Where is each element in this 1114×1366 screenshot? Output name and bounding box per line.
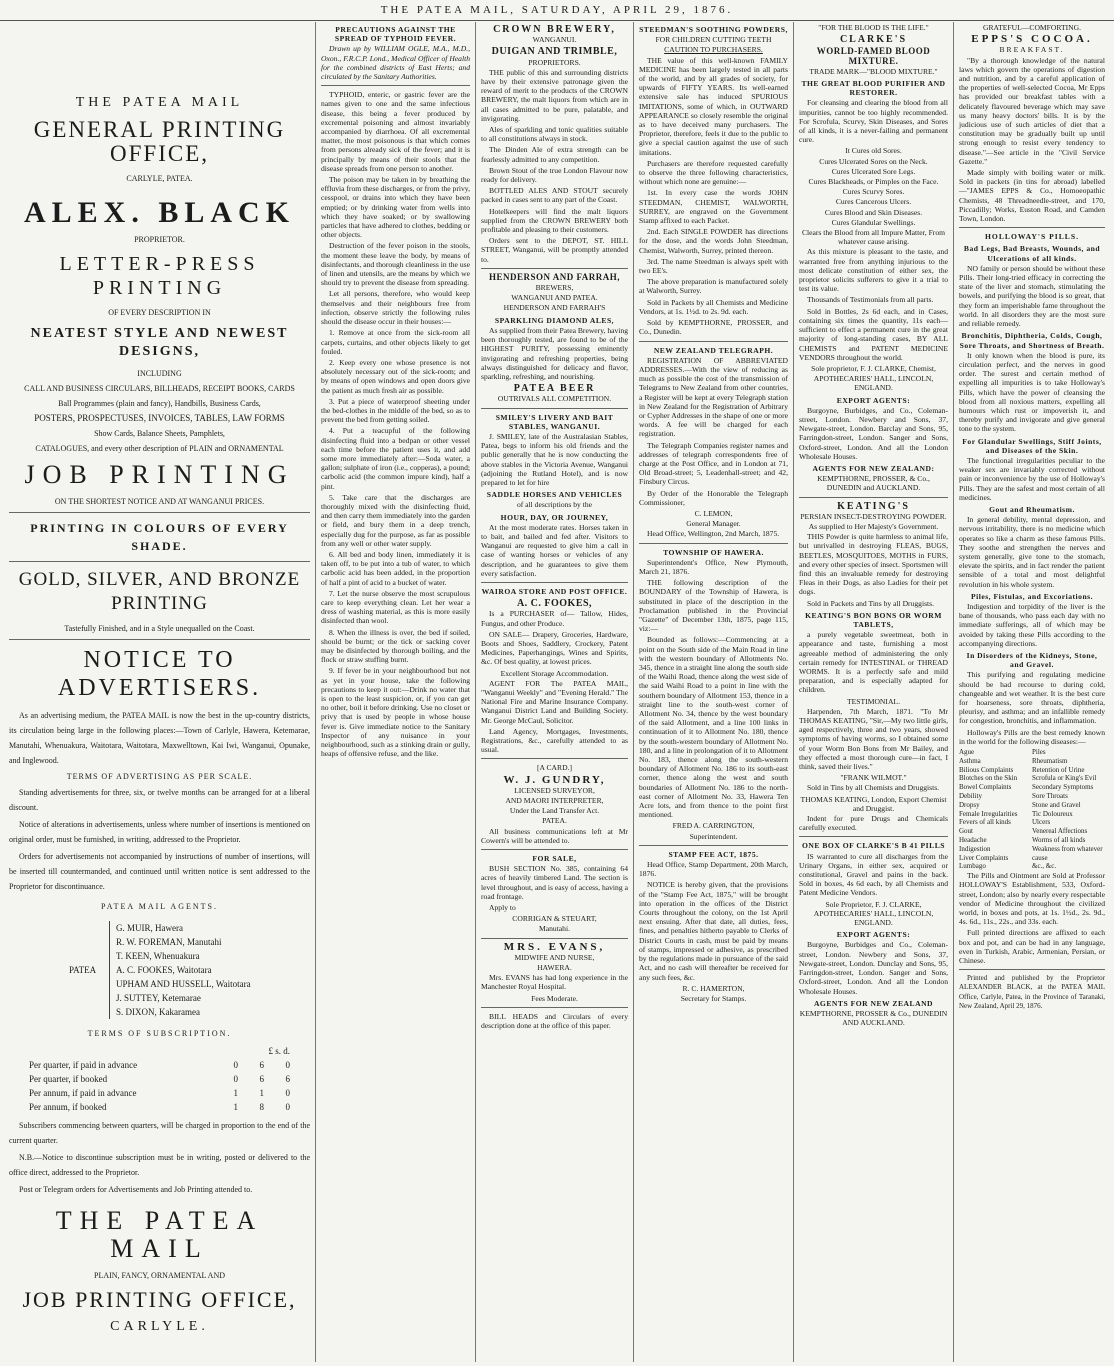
keating-para: Sold in Tins by all Chemists and Druggists. xyxy=(807,783,940,793)
epps-breakfast: BREAKFAST. xyxy=(999,45,1065,55)
brewery-para: Brown Stout of the true London Flavour now ready for delivery. xyxy=(481,165,628,185)
agent-item: R. W. FOREMAN, Manutahi xyxy=(116,937,222,947)
holloway-para: It only known when the blood is pure, its circulation perfect, and the nerves in good order. The surest and certain method of expelling all impurities is to take Holloway's Pills, which have the power of cleansing the blood from all noxious matters, expelling all humours which rust or impoverish it, and thereby purify and invigorate and give general tone to the system. xyxy=(959,350,1105,434)
typhoid-para: 5. Take care that the discharges are thoroughly mixed with the disinfecting fluid, and then carry them immediately into the garden or field, and bury them in a deep trench, especially dug for the purpose, as far as possible from any well or other water supply. xyxy=(321,492,470,548)
disease-item: Ague xyxy=(959,748,975,757)
disease-item: Asthma xyxy=(959,756,981,765)
testimonial-para: Harpenden, 7th March, 1871. "To Mr THOMAS KEATING, "Sir,—My two little girls, aged respectively, three and two years, showed symptoms of having worms, so I obtained some of your Worm Bon Bons from Mr Bailey, and they effected a most thorough cure—in fact, I think, saved their lives." xyxy=(799,706,948,772)
b41-heading: ONE BOX OF CLARKE'S B 41 PILLS xyxy=(802,841,945,851)
henderson-para: As supplied from their Patea Brewery, having been thoroughly tested, are found to be of the HIGHEST PURITY, possessing eminently invigorating and refreshing properties, being always distinguished for delicacy and flavor, sparkling, refreshing, and nourishing. xyxy=(481,325,628,381)
disease-item: Venereal Affections xyxy=(1032,827,1088,836)
evans-para: Mrs. EVANS has had long experience in the Manchester Royal Hospital. xyxy=(481,973,628,992)
agent-item: T. KEEN, Whenuakura xyxy=(116,951,200,961)
notice-heading: NOTICE TO ADVERTISERS. xyxy=(57,647,262,701)
brewery-para: BOTTLED ALES AND STOUT securely packed in cases sent to any part of the Coast. xyxy=(481,186,628,205)
export-agents-heading: EXPORT AGENTS: xyxy=(836,395,911,405)
column-clarke xyxy=(794,22,954,1362)
footer-sub: PLAIN, FANCY, ORNAMENTAL AND xyxy=(94,1271,225,1280)
hawera-para: THE following description of the BOUNDARY of the Township of Hawera, is substituted in place of the description in the Proclamation published in the Provincial "Gazette" of December 13th, 1875, page 115, viz:— xyxy=(639,578,788,634)
divider xyxy=(481,938,628,939)
divider xyxy=(321,85,470,86)
bonbons-para: a purely vegetable sweetmeat, both in appearance and taste, furnishing a most agreeable method of administering the only certain remedy for INTESTINAL or THREAD WORMS. It is a perfectly safe and mild preparation, and is especially adapted for children. xyxy=(799,630,948,695)
disease-item: Bilious Complaints xyxy=(959,765,1014,774)
nz-agents: KEMPTHORNE, PROSSER, & Co., DUNEDIN and AUCKLAND. xyxy=(817,474,930,493)
henderson-sub: WANGANUI AND PATEA. xyxy=(511,293,598,303)
disease-item: Worms of all kinds xyxy=(1032,836,1086,844)
b41-para: IS warranted to cure all discharges from the Urinary Organs, in either sex, acquired or constitutional, Gravel and pains in the back. Sold in boxes, 4s 6d each, by all Chemists and Patent Medicine Vendors. xyxy=(799,851,948,898)
column-steedman xyxy=(634,22,794,1362)
steedman-para: Sold in Packets by all Chemists and Medicine Vendors, at 1s. 1½d. to 2s. 9d. each. xyxy=(639,297,788,316)
clarke-quote: "FOR THE BLOOD IS THE LIFE." xyxy=(818,23,929,32)
nz-agents-heading: AGENTS FOR NEW ZEALAND: xyxy=(812,463,935,473)
disease-item: Debility xyxy=(959,792,982,801)
keating-sub: PERSIAN INSECT-DESTROYING POWDER. xyxy=(800,511,947,521)
lemon-title: General Manager. xyxy=(686,519,741,529)
typhoid-para: TYPHOID, enteric, or gastric fever are the names given to one and the same infectious disease, this being a fever produced by excremental poisoning and almost invariably accompanied by diarrhoea. Of all excremental matter, the most poisonous is that which comes from persons already sick of the fever; and it is principally by means of their stools that the disease spreads from one person to another. xyxy=(321,90,470,173)
hawera-para: Superintendent's Office, New Plymouth, March 21, 1876. xyxy=(639,557,788,576)
holloway-para: The functional irregularities peculiar to the weaker sex are invariably corrected without pain or inconvenience by the use of Holloway's Pills. They are the safest and most certain of all medicines. xyxy=(959,455,1105,502)
keating-name: THOMAS KEATING, London, Export Chemist and Druggist. xyxy=(800,794,947,813)
steedman-para: 3rd. The name Steedman is always spelt with two EE's. xyxy=(639,256,788,276)
fookes-para: Land Agency, Mortgages, Investments, Registrations, &c., carefully attended to as usual. xyxy=(481,726,628,755)
printing-line-4: Show Cards, Balance Sheets, Pamphlets, xyxy=(94,429,225,438)
divider xyxy=(481,1007,628,1008)
steedman-para: 2nd. Each SINGLE POWDER has directions for the dose, and the words John Steedman, Chemist, Walworth, Surrey, printed thereon. xyxy=(639,227,788,255)
holloway-para: This purifying and regulating medicine should be had recourse to during cold, changeable and wet weather. It is the best cure for hoarseness, sore throats, diphtheria, pleurisy, and asthma; and an infallible remedy for congestion, bronchitis, and inflammation. xyxy=(959,670,1105,726)
export-agents: Burgoyne, Burbidges, and Co., Coleman-street, London. Newbery and Sons, 37, Newgate-street, London. Barclay and Sons, 95, Farringdon-street, London. Sanger and Sons, Oxford-street, London. And all the London Wholesale Houses. xyxy=(799,405,948,461)
divider xyxy=(481,849,628,850)
clarke-para: Thousands of Testimonials from all parts. xyxy=(807,295,934,305)
cure-item: Cures Scurvy Sores. xyxy=(842,187,905,197)
for-sale-apply: Apply to xyxy=(489,903,516,913)
disease-item: Tic Doloureux xyxy=(1032,809,1073,818)
telegraph-para: By Order of the Honorable the Telegraph Commissioner, xyxy=(639,488,788,507)
clarke-para: For cleansing and clearing the blood from all impurities, cannot be too highly recommended. For Scrofula, Scurvy, Skin Diseases, and Sores of all kinds, it is a never-failing and permanent cure. xyxy=(799,98,948,145)
typhoid-para: 9. If fever be in your neighbourhood but not as yet in your house, take the following precautions to keep it out:—Drink no water that is open to the least suspicion, or, if you can get no other, boil it before drinking. Use no closet or privy that is used by people in whose house fever is. Give immediate notice to the Sanitary Inspector of any nuisance in your neighbourhood, such as a stinking drain or gully, heaps of offensive refuse, and the like. xyxy=(321,666,470,759)
divider xyxy=(9,639,310,640)
bonbons-heading: KEATING'S BON BONS OR WORM TABLETS, xyxy=(805,610,942,629)
brewery-para: The Dinden Ale of extra strength can be fearlessly admitted to any competition. xyxy=(481,145,628,164)
epps-para: Made simply with boiling water or milk. Sold in packets (in tins for abroad) labelled—"JAMES EPPS & Co., Homoeopathic Chemists, 48 Threadneedle-street, and 170, Piccadilly; Works, Euston Road, and Camden Town, London. xyxy=(959,168,1105,224)
crown-brewery-prop: PROPRIETORS. xyxy=(528,57,581,67)
cure-item: Cures Ulcerated Sore Legs. xyxy=(831,166,916,176)
epps-heading: EPPS'S COCOA. xyxy=(971,33,1093,46)
subscription-row: Per annum, if paid in advance 1 1 0 xyxy=(29,1088,290,1098)
office-location: CARLYLE, PATEA. xyxy=(126,174,193,183)
steedman-heading: STEEDMAN'S SOOTHING POWDERS, xyxy=(639,25,788,34)
telegraph-heading: NEW ZEALAND TELEGRAPH. xyxy=(653,345,774,355)
hawera-heading: TOWNSHIP OF HAWERA. xyxy=(663,547,764,557)
proprietor-label: PROPRIETOR. xyxy=(134,235,185,244)
cure-item: Cures Blackheads, or Pimples on the Face. xyxy=(808,177,939,187)
hamerton-sig: R. C. HAMERTON, xyxy=(682,983,745,993)
nz-agents: KEMPTHORNE, PROSSER & Co., DUNEDIN AND AUCKLAND. xyxy=(799,1008,948,1028)
for-sale-heading: FOR SALE, xyxy=(532,854,577,864)
disease-item: Dropsy xyxy=(959,800,980,809)
clarke-para: As this mixture is pleasant to the taste, and warranted free from anything injurious to the most delicate constitution of either sex, the proprietor solicits sufferers to give it a trial to test its value. xyxy=(799,247,948,294)
proprietor-name: ALEX. BLACK xyxy=(23,196,296,229)
divider xyxy=(959,227,1105,228)
carrington-title: Superintendent. xyxy=(689,831,738,841)
gold-silver-heading: GOLD, SILVER, AND BRONZE PRINTING xyxy=(18,569,301,614)
divider xyxy=(639,341,788,342)
typhoid-para: 4. Put a teacupful of the following disinfecting fluid into a bedpan or other vessel each time before the patient uses it, and add some more immediately after:—Soda water, a gallon; sulphate of iron (i.e., copperas), a pound; carbolic acid (the common impure kind), half a pint. xyxy=(321,426,470,491)
clarke-trademark: TRADE MARK—"BLOOD MIXTURE." xyxy=(809,66,938,76)
brewery-para: Orders sent to the DEPOT, ST. HILL STREET, Wanganui, will be promptly attended to. xyxy=(481,236,628,264)
letterpress-heading: LETTER-PRESS PRINTING xyxy=(59,253,260,299)
subscription-row: Per quarter, if booked 0 6 6 xyxy=(29,1074,290,1084)
currency-header: £ s. d. xyxy=(268,1046,290,1056)
diseases-col-b xyxy=(1032,748,1105,871)
stamp-para: NOTICE is hereby given, that the provisions of the "Stamp Fee Act, 1875," will be brought into operation in the offices of the District Courts throughout the colony, on the 1st April next ensuing. After that date, all duties, fees, fines, and penalties hitherto payable to Clerks of District Courts in cash, must be paid by means of stamps, impressed or adhesive, as prescribed by the regulations made in pursuance of the said Act, and no cash will thereafter be received for any such fees, &c. xyxy=(639,880,788,982)
keating-sub: As supplied to Her Majesty's Government. xyxy=(808,521,939,531)
brewery-para: Ales of sparkling and tonic qualities suitable to all constitutions always in stock. xyxy=(481,125,628,144)
typhoid-para: 3. Put a piece of waterproof sheeting under the bed-clothes in the middle of the bed, so as to prevent the bed from getting soiled. xyxy=(321,396,470,425)
disease-item: Ulcers xyxy=(1032,818,1051,827)
gundry-sub: AND MAORI INTERPRETER, xyxy=(505,796,604,806)
epps-para: "By a thorough knowledge of the natural laws which govern the operations of digestion and nutrition, and by a careful application of the properties of well-selected Cocoa, Mr Epps has provided our breakfast tables with a delicately flavoured beverage which may save us many heavy doctors' bills. It is by the judicious use of such articles of diet that a constitution may be gradually built up until strong enough to resist every tendency to disease."—See article in the "Civil Service Gazette." xyxy=(959,55,1105,166)
terms-scale: TERMS OF ADVERTISING AS PER SCALE. xyxy=(66,772,253,781)
holloway-para: Indigestion and torpidity of the liver is the bane of thousands, who pass each day with no immediate sufferings, all of which may be avoided by taking these Pills according to the accompanying directions. xyxy=(959,601,1105,648)
divider xyxy=(639,543,788,544)
cure-item: Cures Glandular Swellings. xyxy=(831,217,916,227)
holloway-heading: HOLLOWAY'S PILLS. xyxy=(985,232,1079,242)
divider xyxy=(959,969,1105,970)
testimonial-heading: TESTIMONIAL. xyxy=(847,696,900,706)
typhoid-para: 2. Keep every one whose presence is not absolutely necessary out of the sick-room; and by means of open windows and open doors give the patient as much fresh air as possible. xyxy=(321,357,470,395)
column-typhoid xyxy=(316,22,476,1362)
tastefully-finished: Tastefully Finished, and in a Style unequalled on the Coast. xyxy=(64,624,255,633)
divider xyxy=(639,845,788,846)
disease-item: Indigestion xyxy=(959,844,991,853)
patea-beer-sub: OUTRIVALS ALL COMPETITION. xyxy=(497,394,612,404)
holloway-sub: For Glandular Swellings, Stiff Joints, and Diseases of the Skin. xyxy=(962,436,1102,455)
smiley-para: At the most moderate rates. Horses taken in to bait, and bailed and fed after. Visitors to Wanganui are requested to give him a call in case of wanting horses or vehicles of any description, and he guarantees to give them every satisfaction. xyxy=(481,522,628,578)
fookes-storage: Excellent Storage Accommodation. xyxy=(500,668,609,678)
alterations-notice: Notice of alterations in advertisements, unless where number of insertions is mentioned on original order, must be furnished, in writing, addressed to the Proprietor. xyxy=(9,820,310,844)
clarke-hall: APOTHECARIES' HALL, LINCOLN, ENGLAND. xyxy=(813,374,934,393)
clarke-heading-2: WORLD-FAMED BLOOD MIXTURE. xyxy=(816,46,931,66)
agent-item: A. C. FOOKES, Waitotara xyxy=(116,965,212,975)
steedman-para: The above preparation is manufactured solely at Walworth, Surrey. xyxy=(639,277,788,296)
disease-item: &c., &c. xyxy=(1032,862,1057,871)
divider xyxy=(481,582,628,583)
steedman-sub: FOR CHILDREN CUTTING TEETH xyxy=(655,35,772,45)
brewery-para: Hotelkeepers will find the malt liquors supplied from the CROWN BREWERY both profitable and pleasing to their customers. xyxy=(481,206,628,235)
export-agents-heading: EXPORT AGENTS: xyxy=(836,930,911,940)
telegraph-date: Head Office, Wellington, 2nd March, 1875. xyxy=(647,529,780,539)
disease-item: Gout xyxy=(959,827,973,836)
fookes-para: ON SALE— Drapery, Groceries, Hardware, Boots and Shoes, Saddlery, Crockery, Patent Medicines, Paperhangings, Wines and Spirits, &c. Of best quality, at lowest prices. xyxy=(481,629,628,667)
stamp-para: Head Office, Stamp Department, 20th March, 1876. xyxy=(639,860,788,879)
holloway-para: NO family or person should be without these Pills. Their long-tried efficacy in correcting the state of the liver and stomach, stimulating the bowels, and purifying the blood is so great, that they form an imperishable fame throughout the world. In all disorders they are the most sure and reliable remedy. xyxy=(959,263,1105,329)
hour-day-journey: HOUR, DAY, OR JOURNEY, xyxy=(500,512,609,522)
disease-item: Retention of Urine xyxy=(1032,765,1085,774)
nz-agents-heading: AGENTS FOR NEW ZEALAND xyxy=(813,998,934,1008)
typhoid-heading: PRECAUTIONS AGAINST THE SPREAD OF TYPHOID FEVER. xyxy=(334,25,457,44)
typhoid-para: Let all persons, therefore, who would keep themselves and their neighbours free from infection, observe strictly the following rules should the disease occur in their houses:— xyxy=(321,289,470,327)
orders-notice: Orders for advertisements not accompanied by instructions of number of insertions, will be inserted till countermanded, and continued until written notice is sent addressed to the Proprietor for discontinuance. xyxy=(9,852,310,891)
agent-item: S. DIXON, Kakaramea xyxy=(116,1007,200,1017)
gundry-sub: PATEA. xyxy=(542,816,567,826)
telegraph-para: The Telegraph Companies register names and addresses of telegraph correspondents free of charge at the Post Office, and in London at 71, Old Broad-street; 5, Leadenhall-street; and 42, Finsbury Circus. xyxy=(639,440,788,487)
subscription-row: Per quarter, if paid in advance 0 6 0 xyxy=(29,1060,290,1070)
disease-item: Rheumatism xyxy=(1032,756,1068,765)
typhoid-para: 6. All bed and body linen, immediately it is taken off, to be put into a tub of water, to which carbolic acid has been added, in the proportion of half a pint of acid to a bucket of water. xyxy=(321,549,470,587)
steedman-para: Purchasers are therefore requested carefully to observe the three following characteristics, without which none are genuine:— xyxy=(639,158,788,187)
holloway-sub: Bad Legs, Bad Breasts, Wounds, and Ulcerations of all kinds. xyxy=(963,244,1101,263)
fookes-name: A. C. FOOKES, xyxy=(516,598,593,610)
holloway-para: Full printed directions are affixed to each box and pot, and can be had in any language, even in Turkish, Arabic, Armenian, Persian, or Chinese. xyxy=(959,928,1105,966)
evans-sub: MIDWIFE AND NURSE, xyxy=(514,952,595,962)
cure-item: Cures Cancerous Ulcers. xyxy=(835,197,912,207)
henderson-sub: HENDERSON AND FARRAH'S xyxy=(503,303,606,313)
disease-item: Weakness from whatever cause xyxy=(1032,844,1103,862)
disease-item: Liver Complaints xyxy=(959,853,1009,862)
divider xyxy=(799,497,948,498)
holloway-para: In general debility, mental depression, and nervous irritability, there is no medicine which operates so like a charm as these famous Pills. They soothe and strengthen the nerves and system generally, give tone to the stomach, elevate the spirits, and in fact render the patient sensible of a total and most delightful revolution in his whole system. xyxy=(959,515,1105,589)
office-title-2: GENERAL PRINTING OFFICE, xyxy=(33,117,286,166)
agent-item: J. SUTTEY, Ketemarae xyxy=(116,993,201,1003)
evans-sub: HAWERA. xyxy=(537,963,572,973)
typhoid-para: 1. Remove at once from the sick-room all carpets, curtains, and other objects likely to get fouled. xyxy=(321,328,470,356)
cure-item: Cures Blood and Skin Diseases. xyxy=(824,207,923,217)
disease-item: Female Irregularities xyxy=(959,809,1018,818)
cure-item: It Cures old Sores. xyxy=(845,146,902,156)
gundry-name: W. J. GUNDRY, xyxy=(503,773,606,786)
neatest-style: NEATEST STYLE AND NEWEST DESIGNS, xyxy=(30,326,289,359)
holloway-sub: In Disorders of the Kidneys, Stone, and Gravel. xyxy=(966,651,1098,670)
every-description: OF EVERY DESCRIPTION IN xyxy=(108,308,211,317)
b41-proprietor: Sole Proprietor, F. J. CLARKE, APOTHECARIES' HALL, LINCOLN, ENGLAND. xyxy=(813,899,934,928)
typhoid-byline: Drawn up by WILLIAM OGLE, M.A., M.D., Oxon., F.R.C.P. Lond., Medical Officer of Health for the combined districts of East Herts; and circulated by the Sanitary Authorities. xyxy=(321,44,470,82)
keating-para: THIS Powder is quite harmless to animal life, but unrivalled in destroying FLEAS, BUGS, BEETLES, MOSQUITOES, MOTHS in FURS, and every other species of insect. Sportsmen will find this an invaluable remedy for destroying Fleas in their Dogs, as also Ladies for their pet dogs. xyxy=(799,532,948,597)
card-label: [A CARD.] xyxy=(536,763,573,773)
standing-adverts: Standing advertisements for three, six, or twelve months can be arranged for at a liberal discount. xyxy=(9,788,310,812)
bill-heads: BILL HEADS and Circulars of every description done at the office of this paper. xyxy=(481,1011,628,1031)
divider xyxy=(481,758,628,759)
smiley-para: J. SMILEY, late of the Australasian Stables, Patea, begs to inform his old friends and the public generally that he is now conducting the above stables in the Victoria Avenue, Wanganui (adjoining the Rutland Hotel), and is now prepared to let for hire xyxy=(481,431,628,487)
holloway-sub: Piles, Fistulas, and Excoriations. xyxy=(970,591,1094,601)
post-telegram-notice: Post or Telegram orders for Advertisements and Job Printing attended to. xyxy=(19,1185,253,1194)
footer-office: JOB PRINTING OFFICE, xyxy=(22,1287,297,1312)
typhoid-para: 8. When the illness is over, the bed if soiled, should be burnt; or the tick or sacking cover may be disinfected by thorough boiling, and the flock or straw stuffing burnt. xyxy=(321,627,470,665)
patea-beer: PATEA BEER xyxy=(513,383,596,395)
lemon-sig: C. LEMON, xyxy=(694,508,733,518)
saddle-horses: SADDLE HORSES AND VEHICLES xyxy=(486,490,623,500)
disease-item: Fevers of all kinds xyxy=(959,818,1011,827)
nb-notice: N.B.—Notice to discontinue subscription must be in writing, posted or delivered to the office direct, addressed to the Proprietor. xyxy=(9,1153,310,1177)
printing-line-2: Ball Programmes (plain and fancy), Handbills, Business Cards, xyxy=(58,399,261,408)
disease-item: Sore Throats xyxy=(1032,792,1068,801)
printing-line-5: CATALOGUES, and every other description of PLAIN and ORNAMENTAL xyxy=(35,444,284,453)
column-brewery xyxy=(476,22,634,1362)
masthead: THE PATEA MAIL, SATURDAY, APRIL 29, 1876. xyxy=(0,0,1114,21)
steedman-para: 1st. In every case the words JOHN STEEDMAN, CHEMIST, WALWORTH, SURREY, are engraved on the Government Stamp affixed to each Packet. xyxy=(639,188,788,226)
henderson-sub: BREWERS, xyxy=(535,283,574,293)
divider xyxy=(9,512,310,513)
disease-item: Headache xyxy=(959,836,987,844)
office-title-1: THE PATEA MAIL xyxy=(75,95,244,110)
holloway-sub: Gout and Rheumatism. xyxy=(989,504,1075,514)
holloway-para: Holloway's Pills are the best remedy known in the world for the following diseases:— xyxy=(959,727,1105,746)
export-agents: Burgoyne, Burbidges and Co., Coleman-street, London. Newbery and Sons, 37, Newgate-street, London. Dunclay and Sons, 95, Farringdon-street, London. Sanger and Sons, Oxford-street, London. And all the London Wholesale Houses. xyxy=(799,940,948,996)
divider xyxy=(9,561,310,562)
divider xyxy=(799,836,948,837)
for-sale-para: BUSH SECTION No. 385, containing 64 acres of heavily timbered Land. The section is level throughout, and is easy of access, having a road frontage. xyxy=(481,864,628,901)
disease-item: Stone and Gravel xyxy=(1032,800,1081,809)
job-printing: JOB PRINTING xyxy=(24,460,295,489)
disease-item: Bowel Complaints xyxy=(959,783,1012,792)
keating-para: Sold in Packets and Tins by all Druggists. xyxy=(807,598,934,608)
imprint: Printed and published by the Proprietor ALEXANDER BLACK, at the PATEA MAIL Office, Carlyle, Patea, in the Province of Taranaki, New Zealand, April 29, 1876. xyxy=(959,974,1105,1010)
including: INCLUDING xyxy=(137,369,182,378)
shortest-notice: ON THE SHORTEST NOTICE AND AT WANGANUI PRICES. xyxy=(54,497,265,506)
holloway-sub: Bronchitis, Diphtheria, Colds, Cough, Sore Throats, and Shortness of Breath. xyxy=(959,331,1105,350)
hamerton-title: Secretary for Stamps. xyxy=(680,993,747,1003)
subscribers-notice: Subscribers commencing between quarters, will be charged in proportion to the end of the current quarter. xyxy=(9,1121,310,1145)
smiley-sub: of all descriptions by the xyxy=(516,500,593,510)
cure-item: Cures Ulcerated Sores on the Neck. xyxy=(819,156,928,166)
evans-name: MRS. EVANS, xyxy=(503,940,606,953)
diseases-list xyxy=(959,748,1105,871)
subscription-title: TERMS OF SUBSCRIPTION. xyxy=(87,1029,232,1038)
evans-fees: Fees Moderate. xyxy=(531,993,578,1003)
clarke-heading-3: THE GREAT BLOOD PURIFIER AND RESTORER. xyxy=(801,79,946,98)
agent-item: UPHAM AND HUSSELL, Waitotara xyxy=(116,979,251,989)
henderson-heading: HENDERSON AND FARRAH, xyxy=(488,271,621,282)
fookes-para: Is a PURCHASER of— Tallow, Hides, Fungus, and other Produce. xyxy=(481,609,628,628)
typhoid-para: 7. Let the nurse observe the most scrupulous care to keep everything clean. Let her wear a dress of washing material, as this is more easily disinfected than wool. xyxy=(321,588,470,626)
column-printing-office xyxy=(4,22,316,1362)
crown-brewery-heading: CROWN BREWERY, xyxy=(493,24,616,35)
steedman-caution: CAUTION TO PURCHASERS. xyxy=(664,45,763,55)
gundry-sub: LICENSED SURVEYOR, xyxy=(514,785,595,795)
footer-title: THE PATEA MAIL xyxy=(55,1206,264,1263)
wairoa-heading: WAIROA STORE AND POST OFFICE. xyxy=(481,586,628,596)
divider xyxy=(481,408,628,409)
stamp-heading: STAMP FEE ACT, 1875. xyxy=(668,849,759,859)
disease-item: Lumbago xyxy=(959,862,986,871)
disease-item: Piles xyxy=(1032,748,1046,757)
subscription-table xyxy=(29,1044,290,1114)
agents-title: PATEA MAIL AGENTS. xyxy=(101,902,218,911)
agents-label: PATEA xyxy=(69,965,97,975)
steedman-para: THE value of this well-known FAMILY MEDICINE has been largely tested in all parts of the world, and by all grades of society, for upwards of FIFTY YEARS. Its well-earned extensive sale has induced SPURIOUS IMITATIONS, some of which, in OUTWARD APPEARANCE so closely resemble the original as to have deceived many purchasers. The Proprietor, therefore, feels it due to the public to give a special caution against the use of such imitations. xyxy=(639,55,788,157)
smiley-heading: SMILEY'S LIVERY AND BAIT STABLES, WANGANUI. xyxy=(495,412,614,431)
agents-list xyxy=(69,921,310,1019)
clarke-para: Sold in Bottles, 2s 6d each, and in Cases, containing six times the quantity, 11s each—sufficient to effect a permanent cure in the great majority of long-standing cases, BY ALL CHEMISTS and PATENT MEDICINE VENDORS throughout the world. xyxy=(799,306,948,362)
footer-location: CARLYLE. xyxy=(110,1319,209,1334)
holloway-para: The Pills and Ointment are Sold at Professor HOLLOWAY'S Establishment, 533, Oxford-street, London; also by nearly every respectable vendor of Medicine throughout the civilized world, in boxes and pots, at 1s. 1½d., 2s. 9d., 4s. 6d., 11s., 22s., and 33s. each. xyxy=(959,871,1105,927)
typhoid-para: The poison may be taken in by breathing the effluvia from these discharges, or from the privy, cesspool, or drains into which they have been emptied; or by drinking water from wells into which they have soaked; or by swallowing particles that have adhered to clothes, bedding or other objects. xyxy=(321,175,470,240)
newspaper-page xyxy=(4,22,1110,1362)
hawera-para: Bounded as follows:—Commencing at a point on the South side of the Main Road in line with the western boundary of Allotments No. 345, thence in a straight line along the south side of the Waihi Road, thence along the west side of the said Waihi Road to a point in line with the southern boundary of Allotment 153, thence in a straight line to the south-west corner of Allotment No. 34, thence by the west boundary of the said Allotment, and a line 100 links in continuation of it to Allotment No. 180, thence by the south-western boundary of Allotment No. 180, and a line in prolongation of it to Allotment No. 183, thence along the south-western boundary of Allotment No. 186 to its south-east corner, thence along the west and south boundaries of Allotment No. 186 to the north-east corner of Allotment No. 33, Hawera Ten Acre lots, and from thence to the point first mentioned. xyxy=(639,635,788,820)
keating-para: Indent for pure Drugs and Chemicals carefully executed. xyxy=(799,814,948,833)
cure-item: Clears the Blood from all Impure Matter, From whatever cause arising. xyxy=(801,228,946,247)
telegraph-para: REGISTRATION OF ABBREVIATED ADDRESSES.—With the view of reducing as much as possible the cost of the transmission of Telegrams to New Zealand from other countries, a Register will be kept at every Telegraph station in New Zealand for the Registration of Arbitrary or Cypher Addresses in the shape of one or more words. A fee will be charged for each registration. xyxy=(639,355,788,439)
subscription-row: Per annum, if booked 1 8 0 xyxy=(29,1102,290,1112)
notice-body: As an advertising medium, the PATEA MAIL is now the best in the up-country districts, its circulation being large in the following places:—Town of Carlyle, Hawera, Ketemarae, Manutahi, Whenuakura, Waitotara, Waitotara, Maxwelltown, Kai Iwi, Wanganui, Opunake, and Inglewood. xyxy=(9,711,310,765)
clarke-proprietor: Sole proprietor, F. J. CLARKE, Chemist, xyxy=(811,363,936,373)
steedman-para: Sold by KEMPTHORNE, PROSSER, and Co., Dunedin. xyxy=(639,318,788,337)
printing-line-3: POSTERS, PROSPECTUSES, INVOICES, TABLES, LAW FORMS xyxy=(34,413,285,423)
corrigan-name: CORRIGAN & STEUART, xyxy=(512,914,597,924)
crown-brewery-sub: WANGANUI. xyxy=(532,35,577,45)
keating-heading: KEATING'S xyxy=(837,500,910,512)
column-epps-holloway xyxy=(954,22,1110,1362)
divider xyxy=(481,268,628,269)
testimonial-sig: "FRANK WILMOT." xyxy=(840,773,907,783)
crown-brewery-firm: DUIGAN AND TRIMBLE, xyxy=(491,46,618,58)
diseases-col-a xyxy=(959,748,1032,871)
agent-item: G. MUIR, Hawera xyxy=(116,923,183,933)
disease-item: Blotches on the Skin xyxy=(959,774,1018,783)
corrigan-place: Manutahi. xyxy=(538,924,570,934)
brewery-para: THE public of this and surrounding districts have by their extensive patronage given the reward of merit to the products of the CROWN BREWERY, the malt liquors from which are in all cases admitted to be pure, palatable, and invigorating. xyxy=(481,67,628,123)
printing-line-1: CALL AND BUSINESS CIRCULARS, BILLHEADS, RECEIPT BOOKS, CARDS xyxy=(24,384,295,393)
disease-item: Secondary Symptoms xyxy=(1032,783,1094,792)
typhoid-para: Destruction of the fever poison in the stools, the moment these leave the body, by means of disinfectants, and thorough cleanliness in the use of linen and utensils, are the means by which we should try to prevent the disease from spreading. xyxy=(321,241,470,288)
disease-item: Scrofula or King's Evil xyxy=(1032,774,1097,783)
clarke-heading: CLARKE'S xyxy=(839,34,908,46)
diamond-ales: SPARKLING DIAMOND ALES, xyxy=(494,315,615,325)
epps-grateful: GRATEFUL—COMFORTING. xyxy=(982,23,1082,32)
colours-heading: PRINTING IN COLOURS OF EVERY SHADE. xyxy=(30,521,289,553)
gundry-sub: Under the Land Transfer Act. xyxy=(509,806,600,816)
carrington-sig: FRED A. CARRINGTON, xyxy=(672,821,755,831)
gundry-para: All business communications left at Mr Cowern's will be attended to. xyxy=(481,826,628,845)
fookes-para: AGENT FOR The PATEA MAIL, "Wanganui Weekly" and "Evening Herald." The National Fire and Marine Insurance Company. Wanganui District Land and Building Society. Mr. George McCaul, Solicitor. xyxy=(481,678,628,725)
